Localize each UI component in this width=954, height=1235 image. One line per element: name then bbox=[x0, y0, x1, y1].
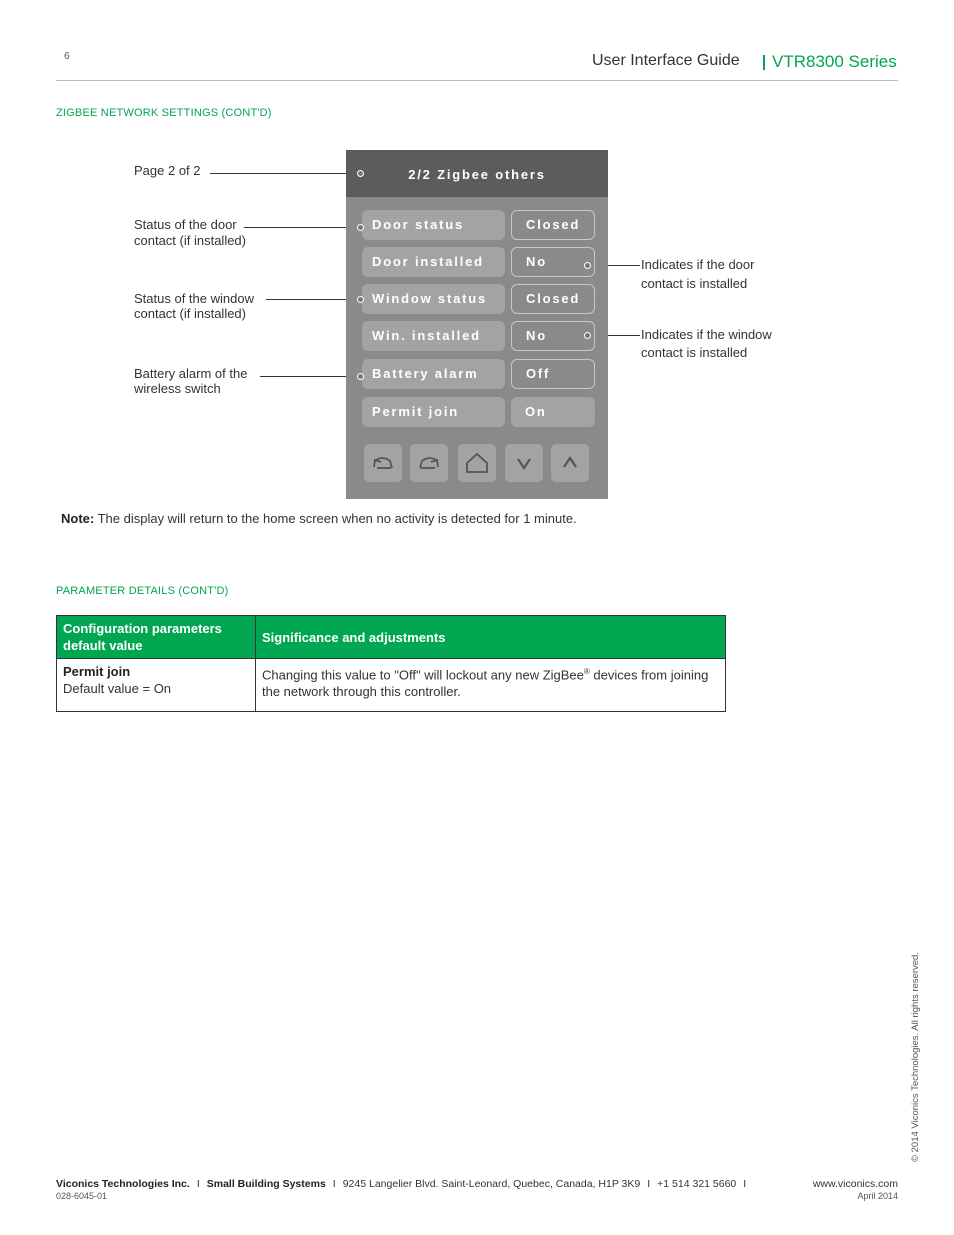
series-title: VTR8300 Series bbox=[772, 52, 897, 71]
callout-door-status-line1: Status of the door bbox=[134, 217, 237, 232]
forward-button[interactable] bbox=[410, 444, 448, 482]
callout-door-status-line2: contact (if installed) bbox=[134, 233, 246, 248]
note bbox=[61, 511, 577, 526]
screen-header bbox=[346, 150, 608, 197]
callout-window-status-line2: contact (if installed) bbox=[134, 306, 246, 321]
table-cell-description bbox=[256, 659, 726, 712]
scroll-up-button[interactable] bbox=[551, 444, 589, 482]
menu-item-battery-alarm[interactable]: Battery alarm bbox=[362, 359, 505, 389]
callout-battery-line1: Battery alarm of the bbox=[134, 366, 248, 381]
footer-separator: I bbox=[743, 1178, 747, 1190]
description-text-start: Changing this value to "Off" will lockout any new ZigBee bbox=[262, 667, 584, 683]
copyright: © 2014 Viconics Technologies. All rights reserved. bbox=[910, 952, 921, 1162]
callout-door-installed-line1: Indicates if the door bbox=[641, 257, 755, 272]
header-rule bbox=[56, 80, 898, 81]
callout-dot-door-installed bbox=[584, 262, 591, 269]
footer-phone: +1 514 321 5660 bbox=[657, 1178, 737, 1190]
screen-title: 2/2 Zigbee others bbox=[408, 167, 546, 182]
footer-doc-code: 028-6045-01 bbox=[56, 1191, 108, 1201]
footer-date: April 2014 bbox=[857, 1191, 898, 1201]
parameter-name: Permit join bbox=[63, 664, 131, 679]
value-win-installed[interactable]: No bbox=[511, 321, 595, 351]
table-header-parameter: Configuration parameters default value bbox=[57, 616, 256, 659]
leader-line-door-status bbox=[244, 227, 360, 228]
value-door-installed[interactable]: No bbox=[511, 247, 595, 277]
home-button[interactable] bbox=[458, 444, 496, 482]
note-label: Note: bbox=[61, 511, 95, 526]
callout-window-installed-line2: contact is installed bbox=[641, 345, 748, 360]
table-row bbox=[57, 659, 726, 712]
table-header-significance: Significance and adjustments bbox=[256, 616, 726, 659]
table-header-row bbox=[57, 616, 726, 659]
callout-dot-window-installed bbox=[584, 332, 591, 339]
section-title-zigbee: ZIGBEE NETWORK SETTINGS (CONT'D) bbox=[56, 107, 272, 119]
callout-dot-page bbox=[357, 170, 364, 177]
callout-page: Page 2 of 2 bbox=[134, 163, 201, 178]
header-accent-bar bbox=[763, 55, 765, 70]
footer-contact-line bbox=[56, 1178, 753, 1190]
value-window-status[interactable]: Closed bbox=[511, 284, 595, 314]
parameter-default: Default value = On bbox=[63, 681, 172, 696]
menu-item-door-installed[interactable]: Door installed bbox=[362, 247, 505, 277]
callout-dot-door-status bbox=[357, 224, 364, 231]
section-title-parameter-details: PARAMETER DETAILS (CONT'D) bbox=[56, 585, 229, 597]
footer-address: 9245 Langelier Blvd. Saint-Leonard, Quebec, Canada, H1P 3K9 bbox=[342, 1178, 641, 1190]
callout-dot-window-status bbox=[357, 296, 364, 303]
forward-arrow-icon bbox=[417, 451, 441, 475]
home-icon bbox=[465, 451, 489, 475]
callout-dot-battery bbox=[357, 373, 364, 380]
menu-item-permit-join[interactable]: Permit join bbox=[362, 397, 505, 427]
scroll-down-button[interactable] bbox=[505, 444, 543, 482]
callout-door-installed-line2: contact is installed bbox=[641, 276, 748, 291]
chevron-up-icon bbox=[558, 451, 582, 475]
menu-item-window-status[interactable]: Window status bbox=[362, 284, 505, 314]
back-arrow-icon bbox=[371, 451, 395, 475]
value-door-status[interactable]: Closed bbox=[511, 210, 595, 240]
footer-company: Viconics Technologies Inc. bbox=[56, 1178, 190, 1190]
leader-line-battery bbox=[260, 376, 360, 377]
footer-separator: I bbox=[196, 1178, 200, 1190]
footer-separator: I bbox=[332, 1178, 336, 1190]
callout-window-status-line1: Status of the window bbox=[134, 291, 254, 306]
menu-item-door-status[interactable]: Door status bbox=[362, 210, 505, 240]
chevron-down-icon bbox=[512, 451, 536, 475]
guide-title: User Interface Guide bbox=[592, 52, 740, 69]
value-permit-join[interactable]: On bbox=[511, 397, 595, 427]
page-number: 6 bbox=[64, 51, 70, 62]
leader-line-page bbox=[210, 173, 360, 174]
note-text: The display will return to the home screen when no activity is detected for 1 minute. bbox=[94, 511, 577, 526]
table-cell-parameter bbox=[57, 659, 256, 712]
back-button[interactable] bbox=[364, 444, 402, 482]
callout-battery-line2: wireless switch bbox=[134, 381, 221, 396]
footer-separator: I bbox=[647, 1178, 651, 1190]
menu-item-win-installed[interactable]: Win. installed bbox=[362, 321, 505, 351]
footer-division: Small Building Systems bbox=[206, 1178, 326, 1190]
thermostat-screen bbox=[346, 150, 608, 499]
callout-window-installed-line1: Indicates if the window bbox=[641, 327, 772, 342]
registered-mark: ® bbox=[583, 667, 590, 676]
footer-website[interactable]: www.viconics.com bbox=[812, 1178, 898, 1190]
description-text-end: devices from joining the network through this controller. bbox=[262, 667, 709, 700]
value-battery-alarm[interactable]: Off bbox=[511, 359, 595, 389]
parameter-table bbox=[56, 615, 726, 712]
